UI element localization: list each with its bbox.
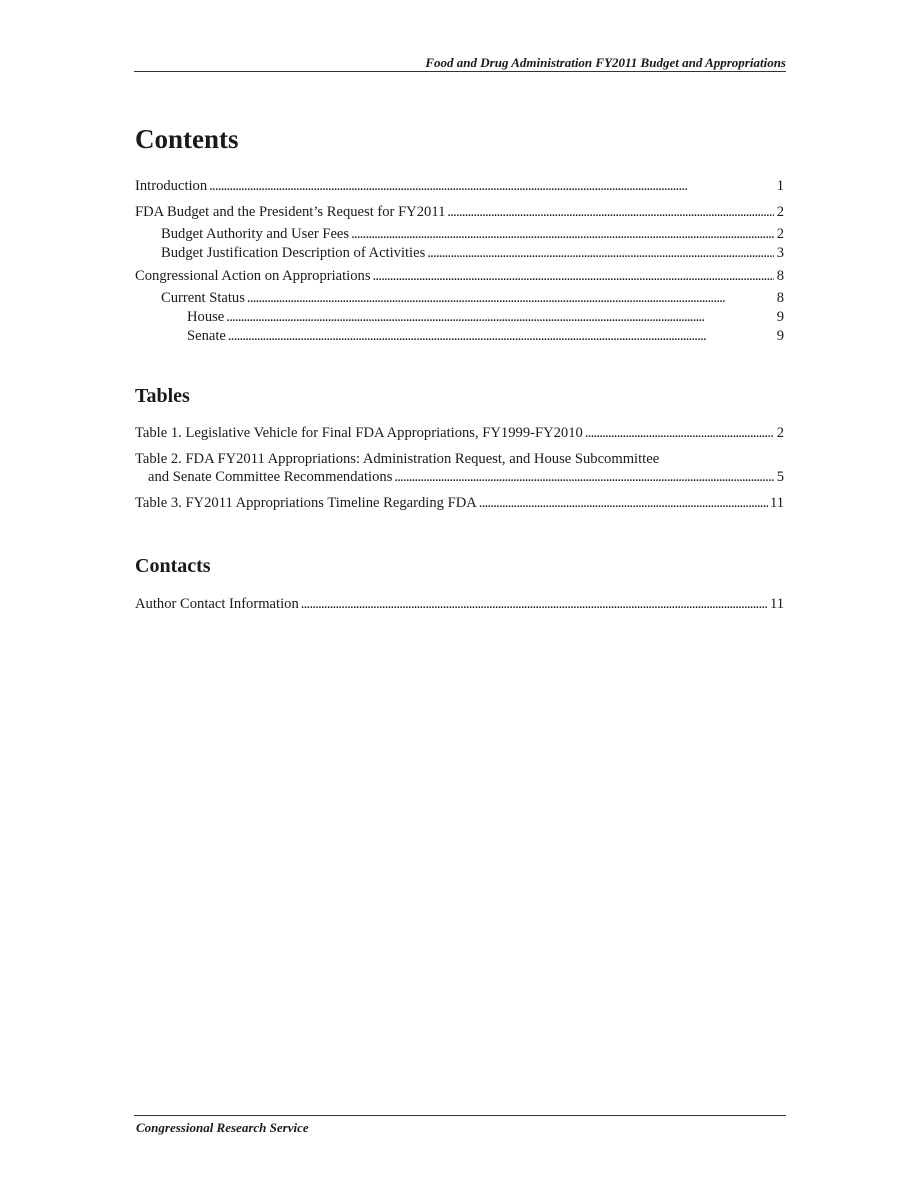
dot-leader bbox=[351, 225, 774, 243]
dot-leader bbox=[394, 468, 774, 486]
dot-leader bbox=[373, 267, 774, 285]
toc-entry-table-1[interactable]: Table 1. Legislative Vehicle for Final FDA Appropriations, FY1999-FY2010 . . . 2 bbox=[135, 424, 784, 442]
toc-entry-budget-justification[interactable]: Budget Justification Description of Activities . . . 3 bbox=[161, 244, 784, 262]
dot-leader bbox=[585, 424, 774, 442]
dot-leader bbox=[447, 203, 774, 221]
toc-entry-author-contact[interactable]: Author Contact Information . . . 11 bbox=[135, 595, 784, 613]
dot-leader bbox=[209, 177, 774, 195]
toc-entry-house[interactable]: House . . . 9 bbox=[187, 308, 784, 326]
toc-entry-table-2-line1[interactable]: Table 2. FDA FY2011 Appropriations: Administration Request, and House Subcommittee bbox=[135, 451, 660, 467]
footer-rule bbox=[134, 1115, 786, 1116]
dot-leader bbox=[247, 289, 774, 307]
header-rule bbox=[134, 71, 786, 72]
toc-entry-senate[interactable]: Senate . . . 9 bbox=[187, 327, 784, 345]
toc-entry-budget-authority[interactable]: Budget Authority and User Fees . . . 2 bbox=[161, 225, 784, 243]
dot-leader bbox=[226, 308, 774, 326]
dot-leader bbox=[427, 244, 774, 262]
tables-heading: Tables bbox=[135, 385, 190, 407]
dot-leader bbox=[479, 494, 768, 512]
toc-entry-fda-budget[interactable]: FDA Budget and the President’s Request for FY2011 . . . 2 bbox=[135, 203, 784, 221]
footer-source: Congressional Research Service bbox=[136, 1120, 309, 1135]
toc-entry-introduction[interactable]: Introduction . . . 1 bbox=[135, 177, 784, 195]
dot-leader bbox=[301, 595, 768, 613]
toc-entry-table-3[interactable]: Table 3. FY2011 Appropriations Timeline Regarding FDA . . . 11 bbox=[135, 494, 784, 512]
running-header: Food and Drug Administration FY2011 Budget and Appropriations bbox=[425, 55, 786, 70]
toc-entry-current-status[interactable]: Current Status . . . 8 bbox=[161, 289, 784, 307]
contacts-heading: Contacts bbox=[135, 555, 211, 577]
toc-entry-congressional-action[interactable]: Congressional Action on Appropriations . . . 8 bbox=[135, 267, 784, 285]
dot-leader bbox=[228, 327, 774, 345]
toc-entry-table-2[interactable]: and Senate Committee Recommendations . . . 5 bbox=[148, 468, 784, 486]
contents-heading: Contents bbox=[135, 124, 239, 154]
